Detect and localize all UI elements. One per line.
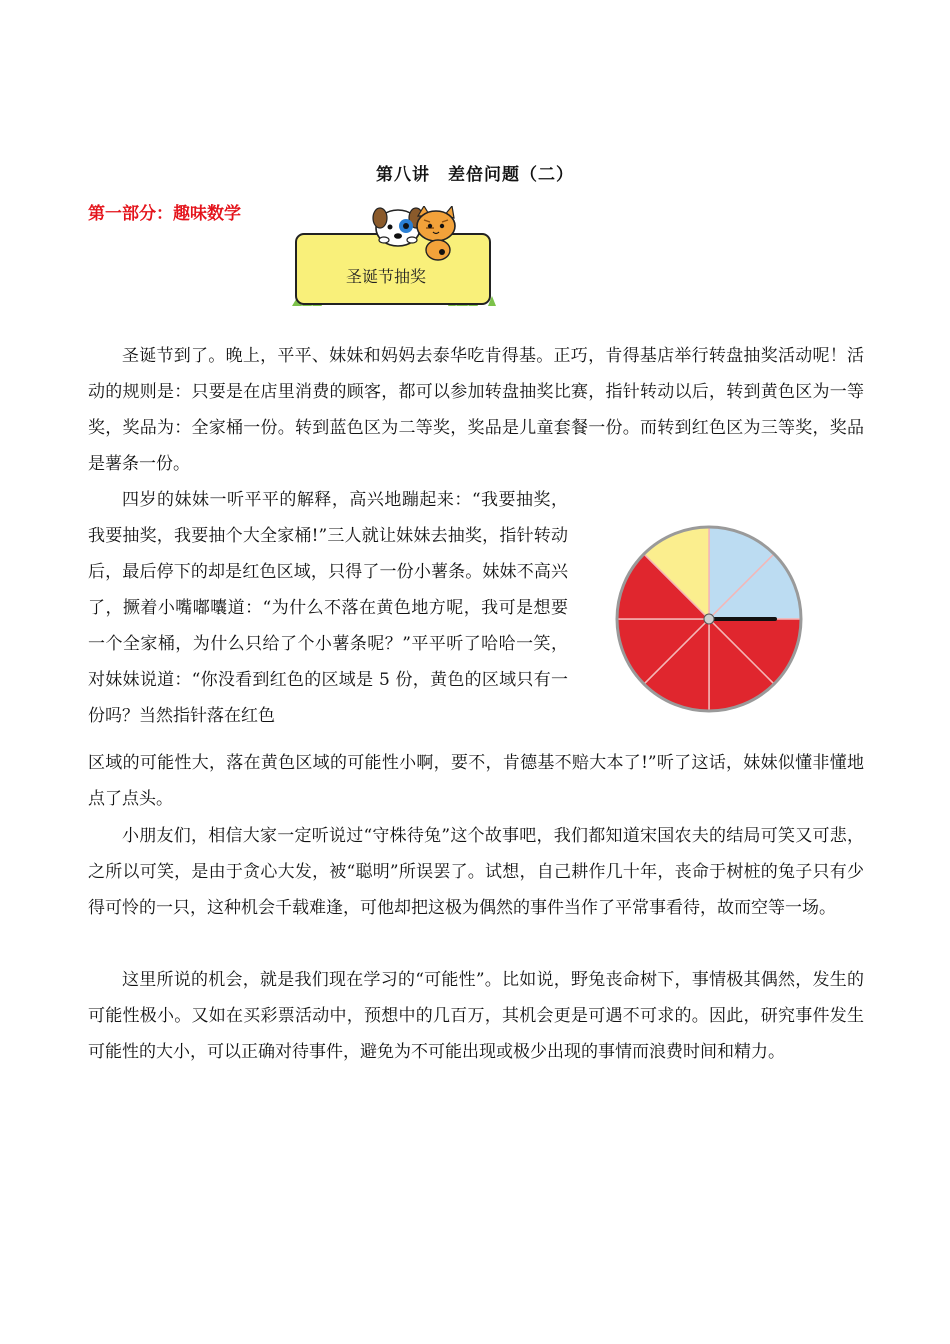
- banner-label: 圣诞节抽奖: [345, 267, 426, 286]
- page-title: 第八讲 差倍问题（二）: [376, 165, 574, 185]
- paragraph-story-intro: 圣诞节到了。晚上，平平、妹妹和妈妈去泰华吃肯得基。正巧，肯得基店举行转盘抽奖活动呢！活动的规则是：只要是在店里消费的顾客，都可以参加转盘抽奖比赛，指针转动以后，转到黄色区为一等奖，奖品为：全家桶一份。转到蓝色区为二等奖，奖品是儿童套餐一份。而转到红色区为三等奖，奖品是薯条一份。: [88, 346, 864, 474]
- paragraph-sister-lottery: 四岁的妹妹一听平平的解释，高兴地蹦起来：“我要抽奖，我要抽奖，我要抽个大全家桶!”三人就让妹妹去抽奖，指针转动后，最后停下的却是红色区域，只得了一份小薯条。妹妹不高兴了，撅着小嘴嘟囔道：“为什么不落在黄色地方呢，我可是想要一个全家桶，为什么只给了个小薯条呢？”平平听了哈哈一笑，对妹妹说道：“你没看到红色的区域是 5 份，黄色的区域只有一份吗？当然指针落在红色: [88, 490, 568, 726]
- section-heading: 第一部分：趣味数学: [88, 204, 241, 224]
- paragraph-sister-lottery-cont: 区域的可能性大，落在黄色区域的可能性小啊，要不，肯德基不赔大本了!”听了这话，妹妹似懂非懂地点了点头。: [88, 753, 864, 809]
- paragraph-rabbit-story: 小朋友们，相信大家一定听说过“守株待兔”这个故事吧，我们都知道宋国农夫的结局可笑又可悲，之所以可笑，是由于贪心大发，被“聪明”所误罢了。试想，自己耕作几十年，丧命于树桩的兔子只有少得可怜的一只，这种机会千载难逢，可他却把这极为偶然的事件当作了平常事看待，故而空等一场。: [88, 826, 864, 918]
- lottery-spinner: [612, 515, 808, 721]
- spinner-wheel: [612, 515, 808, 721]
- christmas-lottery-banner: [288, 206, 510, 310]
- banner-illustration: [288, 206, 510, 310]
- paragraph-possibility: 这里所说的机会，就是我们现在学习的“可能性”。比如说，野兔丧命树下，事情极其偶然，发生的可能性极小。又如在买彩票活动中，预想中的几百万，其机会更是可遇不可求的。因此，研究事件发生可能性的大小，可以正确对待事件，避免为不可能出现或极少出现的事情而浪费时间和精力。: [88, 970, 864, 1062]
- dog-icon: [373, 208, 423, 246]
- spinner-hub: [704, 614, 714, 624]
